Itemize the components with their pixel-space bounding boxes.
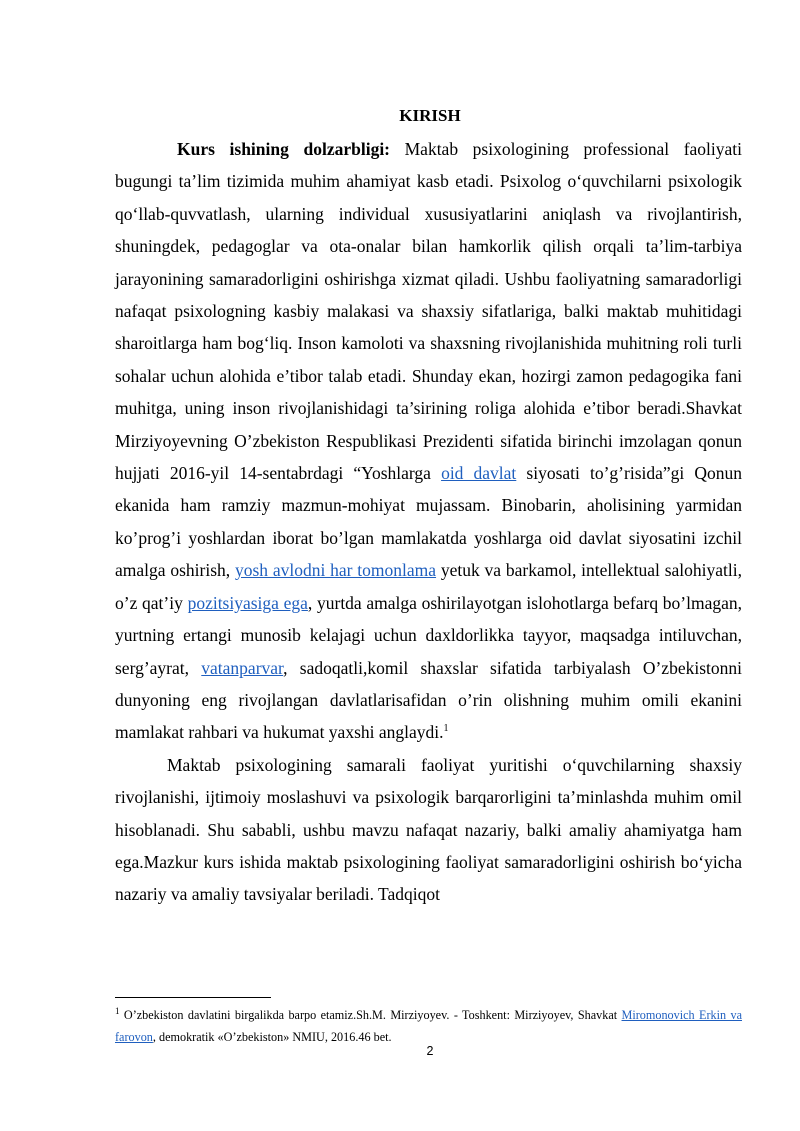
paragraph-1-text-4: , yurtda amalga oshirilayotgan islohotlarga befarq bo’lmagan, yurtning ertangi munosib kelajagi uchun daxldorlikka tayyor, maqsadga intiluvchan, serg’ayrat, xyxy=(115,592,743,678)
paragraph-1-text-3: yetuk va barkamol, intellektual salohiyatli, o’z qat’iy xyxy=(115,560,742,613)
footnote xyxy=(115,1004,742,1048)
footnote-text-1: O’zbekiston davlatini birgalikda barpo etamiz.Sh.M. Mirziyoyev. - Toshkent: Mirziyoyev, Shavkat xyxy=(119,1008,622,1022)
paragraph-1-text-5: , sadoqatli,komil shaxslar sifatida tarbiyalash O’zbekistonni dunyoning eng rivojlangan davlatlarisafidan o’rin olishning muhim omili ekanini mamlakat rahbari va hukumat yaxshi anglaydi. xyxy=(115,657,742,743)
link-yosh-avlodni[interactable]: yosh avlodni har tomonlama xyxy=(234,560,437,581)
footnote-link[interactable]: Miromonovich Erkin va farovon xyxy=(115,1008,742,1044)
main-text xyxy=(115,133,742,911)
page-number: 2 xyxy=(426,1044,434,1058)
footnote-mark: 1 xyxy=(115,1005,120,1016)
footnote-text-2: , demokratik «O’zbekiston» NMIU, 2016.46 bet. xyxy=(152,1030,392,1044)
paragraph-1-text-1: Maktab psixologining professional faoliyati bugungi ta’lim tizimida muhim ahamiyat kasb etadi. Psixolog o‘quvchilarni psixologik qo‘llab-quvvatlash, ularning individual xususiyatlarini aniqlash va rivojlantirish, shuningdek, pedagoglar va ota-onalar bilan hamkorlik qilish orqali ta’lim-tarbiya jarayonining samaradorligini oshirishga xizmat qiladi. Ushbu faoliyatning samaradorligi nafaqat psixologning kasbiy malakasi va shaxsiy sifatlariga, balki maktab muhitidagi sharoitlarga ham bog‘liq. Inson kamoloti va shaxsning rivojlanishida muhitning roli turli sohalar uchun alohida e’tibor talab etadi. Shunday ekan, hozirgi zamon pedagogika fani muhitga, uning inson rivojlanishidagi ta’sirining roliga alohida e’tibor beradi.Shavkat Mirziyoyevning O’zbekiston Respublikasi Prezidenti sifatida birinchi imzolagan qonun hujjati 2016-yil 14-sentabrdagi “Yoshlarga xyxy=(115,139,743,484)
paragraph-2: Maktab psixologining samarali faoliyat yuritishi o‘quvchilarning shaxsiy rivojlanishi, ijtimoiy moslashuvi va psixologik barqarorligini ta’minlashda muhim omil hisoblanadi. Shu sababli, ushbu mavzu nafaqat nazariy, balki amaliy ahamiyatga ham ega.Mazkur kurs ishida maktab psixologining faoliyat samaradorligini oshirish bo‘yicha nazariy va amaliy tavsiyalar beriladi. Tadqiqot xyxy=(115,754,742,905)
footnote-separator xyxy=(115,997,271,998)
link-oid-davlat[interactable]: oid davlat xyxy=(441,463,517,484)
link-pozitsiyasiga-ega[interactable]: pozitsiyasiga ega xyxy=(187,592,308,613)
paragraph-lead: Kurs ishining dolzarbligi: xyxy=(177,139,391,159)
paragraph-1-text-2: siyosati to’g’risida”gi Qonun ekanida ham ramziy mazmun-mohiyat mujassam. Binobarin, aholisining yarmidan ko’prog’i yoshlardan iborat bo’lgan mamlakatda yoshlarga oid davlat siyosatini izchil amalga oshirish, xyxy=(115,463,743,581)
link-vatanparvar[interactable]: vatanparvar xyxy=(201,657,284,678)
paragraph-1 xyxy=(115,133,742,749)
footnote-reference[interactable]: 1 xyxy=(443,723,449,735)
page-heading: KIRISH xyxy=(399,106,461,125)
